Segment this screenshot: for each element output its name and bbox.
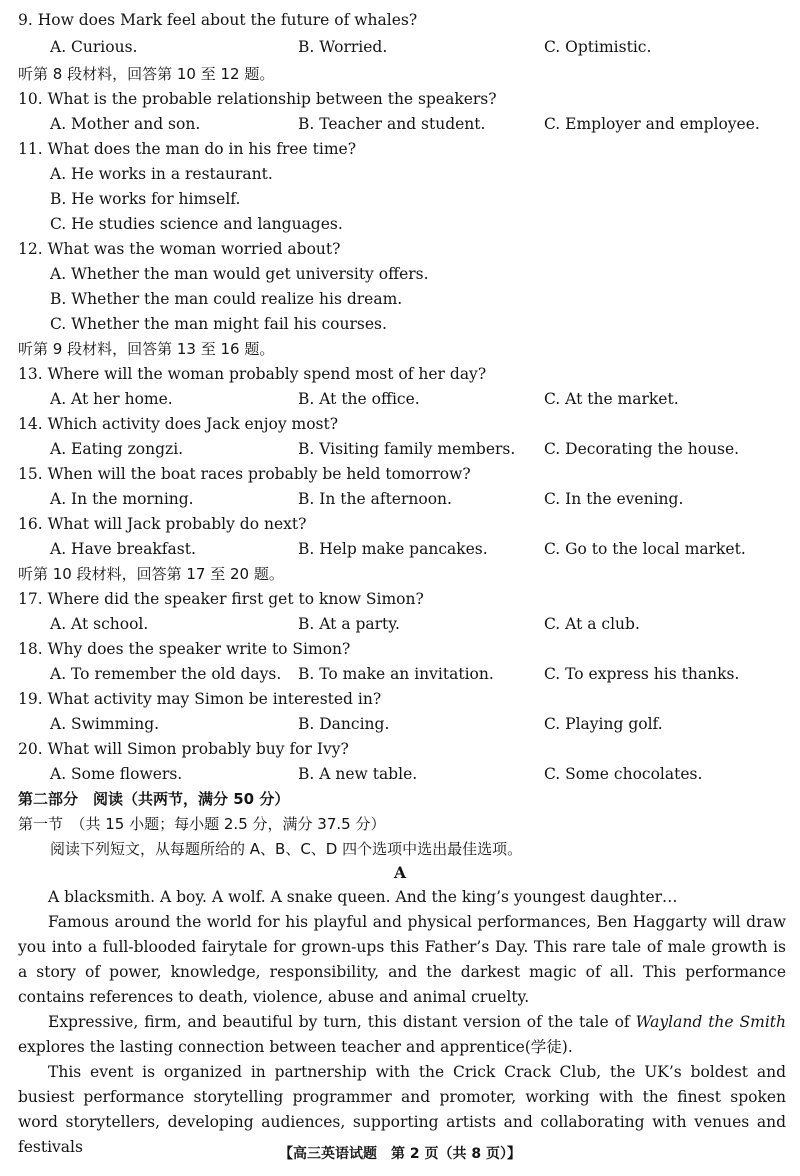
option-c: C. Decorating the house. (544, 440, 740, 458)
option-c: C. Some chocolates. (544, 765, 703, 783)
options-19 (0, 712, 800, 736)
option-c: C. To express his thanks. (544, 665, 740, 683)
question-17: 17. Where did the speaker first get to know Simon? (18, 590, 424, 608)
question-14: 14. Which activity does Jack enjoy most? (18, 415, 339, 433)
option-b: B. Whether the man could realize his dream. (50, 290, 403, 308)
option-a: A. Eating zongzi. (50, 440, 184, 458)
option-a: A. Curious. (50, 38, 138, 56)
paragraph-4: This event is organized in partnership with the Crick Crack Club, the UK’s boldest and busiest performance storytelling programmer and promoter, working with the finest spoken word storytellers, developing audiences, supporting artists and collaborating with venues and festivals (18, 1063, 786, 1156)
question-12: 12. What was the woman worried about? (18, 240, 341, 258)
option-c: C. At a club. (544, 615, 640, 633)
option-c: C. Go to the local market. (544, 540, 746, 558)
question-10: 10. What is the probable relationship between the speakers? (18, 90, 497, 108)
question-19: 19. What activity may Simon be interested in? (18, 690, 382, 708)
section-instruction-10: 听第 10 段材料，回答第 17 至 20 题。 (18, 565, 284, 583)
options-15 (0, 487, 800, 511)
option-b: B. To make an invitation. (298, 665, 494, 683)
option-a: A. At school. (50, 615, 149, 633)
paragraph-2: Famous around the world for his playful and physical performances, Ben Haggarty will draw you into a full-blooded fairytale for grown-ups this Father’s Day. This rare tale of male growth is a story of power, knowledge, responsibility, and the darkest magic of all. This performance contains references to death, violence, abuse and animal cruelty. (18, 913, 786, 1006)
option-b: B. Help make pancakes. (298, 540, 488, 558)
passage-letter: A (393, 863, 407, 882)
section-instruction-8: 听第 8 段材料，回答第 10 至 12 题。 (18, 65, 275, 83)
paragraph-1: A blacksmith. A boy. A wolf. A snake queen. And the king’s youngest daughter… (48, 888, 678, 906)
options-9 (0, 35, 800, 59)
option-a: A. He works in a restaurant. (50, 165, 273, 183)
question-9: 9. How does Mark feel about the future of whales? (18, 11, 418, 29)
options-18 (0, 662, 800, 686)
paragraph-3: Expressive, firm, and beautiful by turn, this distant version of the tale of Wayland the Smith explores the lasting connection between teacher and apprentice(学徒). (18, 1013, 786, 1056)
option-a: A. Have breakfast. (50, 540, 196, 558)
options-17 (0, 612, 800, 636)
option-a: A. In the morning. (50, 490, 194, 508)
option-b: B. Teacher and student. (298, 115, 486, 133)
option-a: A. Mother and son. (50, 115, 201, 133)
options-16 (0, 537, 800, 561)
option-b: B. At a party. (298, 615, 400, 633)
options-20 (0, 762, 800, 786)
option-b: B. Dancing. (298, 715, 390, 733)
story-title: Wayland the Smith (635, 1013, 786, 1031)
options-10 (0, 112, 800, 136)
option-c: C. Employer and employee. (544, 115, 760, 133)
option-c: C. At the market. (544, 390, 679, 408)
part-heading: 第二部分 阅读（共两节，满分 50 分） (18, 790, 290, 808)
options-14 (0, 437, 800, 461)
option-b: B. A new table. (298, 765, 418, 783)
question-11: 11. What does the man do in his free time? (18, 140, 357, 158)
question-16: 16. What will Jack probably do next? (18, 515, 307, 533)
page-footer: 【高三英语试题 第 2 页（共 8 页）】 (279, 1146, 521, 1162)
option-c: C. He studies science and languages. (50, 215, 343, 233)
options-13 (0, 387, 800, 411)
option-b: B. Worried. (298, 38, 388, 56)
instruction: 阅读下列短文，从每题所给的 A、B、C、D 四个选项中选出最佳选项。 (50, 840, 523, 858)
option-a: A. Whether the man would get university offers. (50, 265, 429, 283)
question-18: 18. Why does the speaker write to Simon? (18, 640, 351, 658)
section-heading: 第一节 （共 15 小题；每小题 2.5 分，满分 37.5 分） (18, 815, 386, 833)
question-20: 20. What will Simon probably buy for Ivy? (18, 740, 349, 758)
option-a: A. At her home. (50, 390, 173, 408)
section-instruction-9: 听第 9 段材料，回答第 13 至 16 题。 (18, 340, 275, 358)
option-a: A. Swimming. (50, 715, 160, 733)
option-c: C. Optimistic. (544, 38, 652, 56)
option-c: C. Whether the man might fail his courses. (50, 315, 387, 333)
option-b: B. In the afternoon. (298, 490, 452, 508)
option-a: A. To remember the old days. (50, 665, 282, 683)
question-13: 13. Where will the woman probably spend most of her day? (18, 365, 487, 383)
option-c: C. In the evening. (544, 490, 684, 508)
option-a: A. Some flowers. (50, 765, 183, 783)
option-b: B. He works for himself. (50, 190, 241, 208)
option-b: B. Visiting family members. (298, 440, 516, 458)
question-15: 15. When will the boat races probably be held tomorrow? (18, 465, 471, 483)
option-b: B. At the office. (298, 390, 420, 408)
option-c: C. Playing golf. (544, 715, 663, 733)
